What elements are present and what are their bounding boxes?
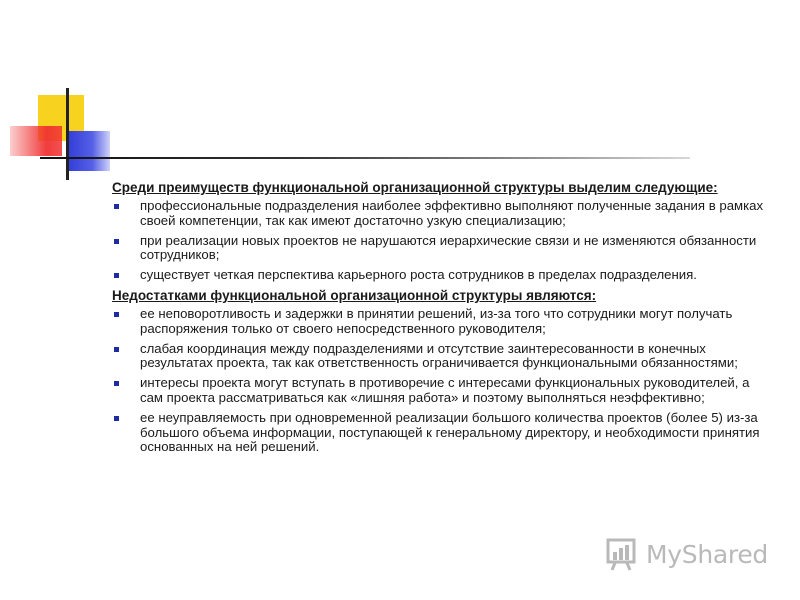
list-item-text: ее неуправляемость при одновременной реализации большого количества проектов (более 5) из-за большого объема информации, поступающей к генеральному директору, и необходимости принятия основанных на ней решений. — [140, 409, 760, 455]
bullet-icon — [114, 347, 119, 352]
horizontal-rule — [40, 157, 690, 159]
list-item — [112, 199, 774, 229]
vertical-rule — [66, 88, 69, 180]
list-item-text: профессиональные подразделения наиболее эффективно выполняют полученные задания в рамках своей компетенции, так как имеют достаточно узкую специализацию; — [140, 198, 764, 228]
list-item — [112, 268, 774, 283]
bullet-icon — [114, 239, 119, 244]
bullet-icon — [114, 312, 119, 317]
watermark-text: MyShared — [646, 539, 768, 569]
list-item — [112, 234, 774, 264]
disadvantages-heading: Недостатками функциональной организационной структуры являются: — [112, 287, 597, 303]
list-item — [112, 307, 774, 337]
bullet-icon — [114, 381, 119, 386]
list-item-text: существует четкая перспектива карьерного роста сотрудников в пределах подразделения. — [140, 267, 697, 283]
disadvantages-list — [112, 307, 774, 455]
red-bar — [10, 126, 62, 156]
list-item — [112, 342, 774, 372]
list-item-text: при реализации новых проектов не нарушаются иерархические связи и не изменяются обязанности сотрудников; — [140, 232, 757, 263]
slide-content — [112, 180, 774, 460]
bullet-icon — [114, 204, 119, 209]
list-item-text: ее неповоротливость и задержки в принятии решений, из-за того что сотрудники могут получать распоряжения только от своего непосредственного руководителя; — [140, 305, 733, 336]
bullet-icon — [114, 273, 119, 278]
advantages-heading: Среди преимуществ функциональной организационной структуры выделим следующие: — [112, 180, 718, 195]
blue-square — [66, 131, 110, 171]
list-item — [112, 411, 774, 455]
list-item-text: интересы проекта могут вступать в противоречие с интересами функциональных руководителей, а сам проекта рассматриваться как «лишняя работа» и поэтому выполняться неэффективно; — [140, 375, 750, 405]
list-item-text: слабая координация между подразделениями и отсутствие заинтересованности в конечных результатах проекта, так как ответственность ограничивается функциональными обязанностями; — [140, 340, 738, 371]
advantages-list — [112, 199, 774, 283]
decorative-corner-graphic — [0, 0, 800, 200]
chart-icon — [606, 536, 640, 572]
list-item — [112, 376, 774, 406]
bullet-icon — [114, 416, 119, 421]
myshared-watermark — [606, 534, 768, 574]
